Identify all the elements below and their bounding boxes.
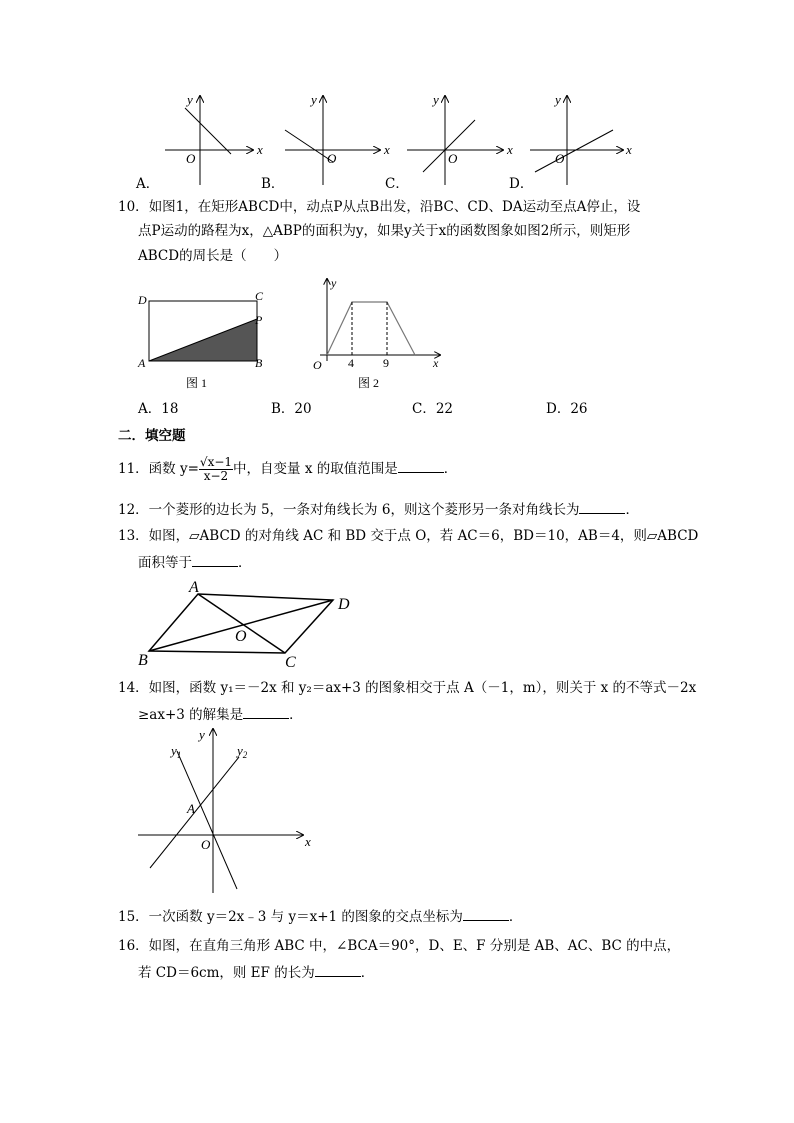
fig1-caption: 图 1 [186, 376, 208, 390]
q16-line-2: 若 CD＝6cm，则 EF 的长为 ． [138, 962, 374, 983]
question-11: 11．函数 y= $\frac{√x-1}{x-2}$ 中，自变量 x 的取值范围是 ． [118, 455, 458, 483]
q9d-origin: O [555, 151, 565, 166]
q14-y-axis: y [199, 727, 205, 742]
q9-option-a: A． [136, 176, 160, 192]
q14-line-2: ≥ax+3 的解集是 ． [138, 704, 303, 725]
q13-label-D: D [338, 596, 350, 613]
q9a-origin: O [186, 151, 196, 166]
section-title-fill-in: 二．填空题 [118, 428, 186, 444]
fig1-C: C [255, 289, 264, 303]
q13-label-C: C [285, 654, 296, 670]
fig1-A: A [138, 356, 146, 370]
question-15: 15．一次函数 y＝2x﹣3 与 y＝x+1 的图象的交点坐标为 ． [118, 906, 522, 927]
q10-line-2: 点P运动的路程为x，△ABP的面积为y，如果y关于x的函数图象如图2所示，则矩形 [138, 223, 631, 239]
fig2-x: x [433, 356, 439, 370]
q14-label-y1: $y_1$ [171, 743, 182, 760]
fig2-tick-9: 9 [383, 356, 389, 370]
q9-graph-c [407, 92, 513, 185]
q14-graph-figure [133, 725, 323, 897]
q11-fraction: $\frac{√x-1}{x-2}$ [199, 455, 233, 483]
q14-answer-blank [243, 704, 289, 719]
fig2-y: y [331, 276, 337, 290]
q10-option-a: A．18 [138, 401, 179, 417]
q10-option-c: C．22 [412, 401, 454, 417]
q11-answer-blank [398, 458, 444, 473]
fig2-tick-4: 4 [348, 356, 354, 370]
q9c-x-label: x [507, 142, 513, 157]
q9-option-d: D． [509, 176, 534, 192]
q13-label-O: O [235, 628, 247, 645]
q9-option-c: C． [385, 176, 409, 192]
q10-line-1: 10．如图1，在矩形ABCD中，动点P从点B出发，沿BC、CD、DA运动至点A停止，设 [118, 199, 641, 215]
question-12: 12．一个菱形的边长为 5，一条对角线长为 6，则这个菱形另一条对角线长为 ． [118, 499, 639, 520]
q13-line-1: 13．如图，▱ABCD 的对角线 AC 和 BD 交于点 O，若 AC＝6，BD＝10，AB＝4，则▱ABCD [118, 528, 699, 544]
q9b-x-label: x [384, 142, 390, 157]
q13-label-A: A [189, 579, 199, 596]
q13-answer-blank [192, 552, 238, 567]
q9c-origin: O [448, 151, 458, 166]
q9d-y-label: y [555, 92, 561, 107]
q15-answer-blank [463, 906, 509, 921]
q14-label-y2: $y_2$ [237, 743, 248, 760]
q13-parallelogram-figure [133, 578, 363, 670]
q13-line-2: 面积等于 ． [138, 552, 252, 573]
fig1-B: B [255, 356, 263, 370]
fig2-caption: 图 2 [358, 376, 380, 390]
q14-x-axis: x [305, 834, 311, 849]
q16-line-1: 16．如图，在直角三角形 ABC 中，∠BCA＝90°，D、E、F 分别是 AB、AC、BC 的中点， [118, 938, 681, 954]
q9c-y-label: y [433, 92, 439, 107]
fig1-P: P [255, 313, 263, 327]
q16-answer-blank [315, 962, 361, 977]
q9b-origin: O [327, 151, 337, 166]
q9b-y-label: y [311, 92, 317, 107]
q10-option-d: D．26 [546, 401, 588, 417]
q10-option-b: B．20 [271, 401, 312, 417]
q9-option-b: B． [261, 176, 285, 192]
fig1-D: D [138, 293, 147, 307]
q9-graph-d [530, 92, 632, 185]
q14-origin: O [201, 837, 211, 852]
q9-graph-b [285, 92, 390, 185]
q9-graph-a [165, 92, 263, 185]
q10-line-3: ABCD的周长是（ ） [138, 248, 288, 264]
q14-line-1: 14．如图，函数 y₁＝－2x 和 y₂＝ax+3 的图象相交于点 A（－1，m），则关于 x 的不等式－2x [118, 680, 697, 696]
fig2-origin: O [313, 358, 322, 372]
q9d-x-label: x [626, 142, 632, 157]
q10-figure-1 [134, 287, 274, 392]
q9a-x-label: x [257, 142, 263, 157]
q13-label-B: B [138, 652, 148, 669]
q9a-y-label: y [187, 92, 193, 107]
q14-point-A: A [187, 801, 195, 816]
q12-answer-blank [579, 499, 625, 514]
q10-figure-2 [300, 275, 450, 392]
